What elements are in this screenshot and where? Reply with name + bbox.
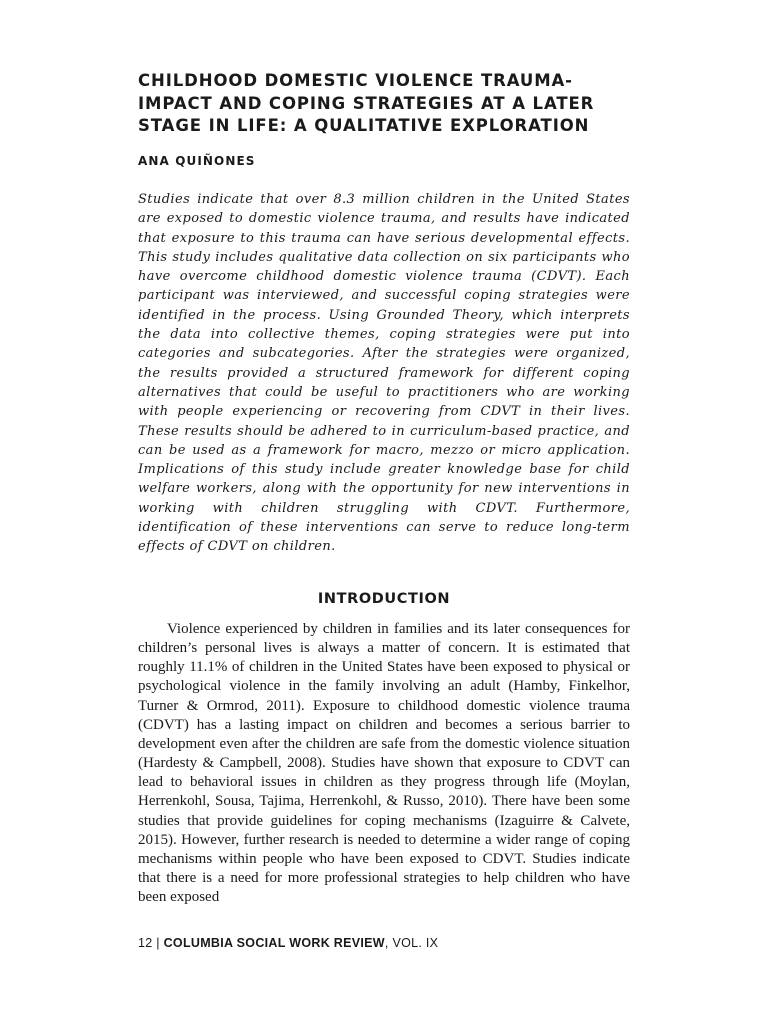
introduction-paragraph: Violence experienced by children in families and its later consequences for children’s personal lives is always a matter of concern. It is estimated that roughly 11.1% of children in the United States have been exposed to physical or psychological violence in the family involving an adult (Hamby, Finkelhor, Turner & Ormrod, 2011). Exposure to childhood domestic violence trauma (CDVT) has a lasting impact on children and becomes a serious barrier to development even after the children are safe from the domestic violence situation (Hardesty & Campbell, 2008). Studies have shown that exposure to CDVT can lead to behavioral issues in children as they progress through life (Moylan, Herrenkohl, Sousa, Tajima, Herrenkohl, & Russo, 2010). There have been some studies that provide guidelines for coping mechanisms (Izaguirre & Calvete, 2015). However, further research is needed to determine a wider range of coping mechanisms within people who have been exposed to CDVT. Studies indicate that there is a need for more professional strategies to help children who have been exposed (138, 621, 630, 906)
journal-name: COLUMBIA SOCIAL WORK REVIEW (163, 936, 385, 950)
page-number: 12 (138, 936, 153, 950)
page-footer (138, 936, 438, 950)
article-abstract: Studies indicate that over 8.3 million children in the United States are exposed to domestic violence trauma, and results have indicated that exposure to this trauma can have serious developmental effects. This study includes qualitative data collection on six participants who have overcome childhood domestic violence trauma (CDVT). Each participant was interviewed, and successful coping strategies were identified in the process. Using Grounded Theory, which interprets the data into collective themes, coping strategies were put into categories and subcategories. After the strategies were organized, the results provided a structured framework for different coping alternatives that could be useful to practitioners who are working with people experiencing or recovering from CDVT in their lives. These results should be adhered to in curriculum-based practice, and can be used as a framework for macro, mezzo or micro application. Implications of this study include greater knowledge base for child welfare workers, along with the opportunity for new interventions in working with children struggling with CDVT. Furthermore, identification of these interventions can serve to reduce long-term effects of CDVT on children. (138, 192, 630, 555)
footer-separator: | (152, 936, 164, 950)
article-author: ANA QUIÑONES (138, 154, 256, 168)
journal-volume: , VOL. IX (384, 936, 439, 950)
article-title: CHILDHOOD DOMESTIC VIOLENCE TRAUMA-IMPACT AND COPING STRATEGIES AT A LATER STAGE IN LIFE: A QUALITATIVE EXPLORATION (138, 71, 595, 135)
section-heading-introduction: INTRODUCTION (317, 591, 451, 607)
